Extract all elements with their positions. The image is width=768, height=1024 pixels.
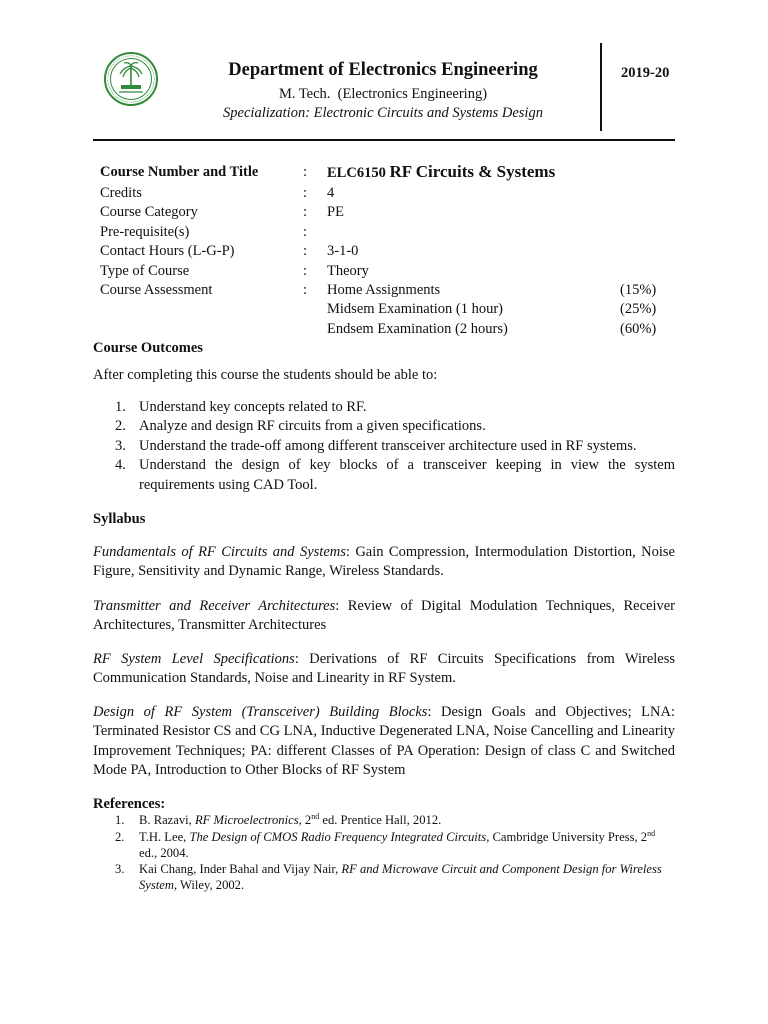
ref-author: T.H. Lee,: [139, 829, 190, 844]
item-number: 1.: [115, 813, 125, 827]
list-item: [93, 398, 675, 417]
ref-sup: nd: [647, 828, 656, 838]
reference-item: [93, 813, 675, 829]
type-label: Type of Course: [100, 262, 190, 279]
item-text: Understand the trade-off among different transceiver architecture used in RF systems.: [139, 437, 637, 454]
header-divider-horizontal: [93, 139, 675, 141]
ref-rest: ed., 2004.: [139, 845, 189, 860]
info-row-assessment: [100, 281, 670, 300]
syllabus-text: : Gain Compression, Intermodulation Distortion, Noise Figure, Sensitivity and Dynamic Range, Wireless Standards.: [93, 544, 675, 580]
outcomes-intro: After completing this course the students should be able to:: [93, 367, 438, 383]
ref-author: Kai Chang, Inder Bahal and Vijay Nair,: [139, 862, 342, 877]
reference-item: [93, 862, 675, 894]
colon: :: [303, 262, 308, 279]
hours-value: 3-1-0: [327, 243, 359, 260]
category-label: Course Category: [100, 204, 198, 221]
ref-edition: Wiley, 2002.: [177, 878, 245, 893]
course-number-label: Course Number and Title: [100, 164, 259, 180]
item-number: 3.: [115, 862, 125, 877]
program-subtitle: M. Tech. (Electronics Engineering): [278, 86, 488, 102]
assessment-item: Endsem Examination (2 hours): [327, 320, 508, 337]
colon: :: [303, 204, 308, 221]
ref-edition: , Cambridge University Press, 2: [486, 829, 648, 844]
item-number: 3.: [115, 437, 126, 454]
syllabus-section: [93, 650, 675, 689]
info-row-title: [100, 160, 670, 184]
syllabus-heading: Syllabus: [93, 511, 146, 527]
course-title: RF Circuits & Systems: [389, 162, 556, 181]
outcomes-heading: Course Outcomes: [93, 340, 203, 356]
syllabus-topic: Design of RF System (Transceiver) Building Blocks: [93, 704, 428, 720]
reference-item: [93, 830, 675, 862]
assessment-label: Course Assessment: [100, 281, 213, 298]
syllabus-text: : Design Goals and Objectives; LNA: Terminated Resistor CS and CG LNA, Inductive Degenerated LNA, Noise Cancelling and Linearity Improvement Techniques; PA: different Classes of PA Operation: Design of class C and Switched Mode PA, Introduction to Other Blocks of RF System: [93, 704, 675, 778]
type-value: Theory: [327, 262, 369, 279]
course-number-value: [327, 160, 555, 185]
category-value: PE: [327, 204, 344, 221]
header-divider-vertical: [600, 43, 602, 131]
info-row-credits: [100, 184, 670, 203]
item-text: Analyze and design RF circuits from a given specifications.: [139, 418, 486, 435]
ref-title: RF Microelectronics: [194, 813, 299, 827]
colon: :: [303, 243, 308, 260]
info-row-category: [100, 203, 670, 222]
assessment-weight: (15%): [620, 281, 657, 298]
syllabus-section: [93, 597, 675, 636]
assessment-item: Midsem Examination (1 hour): [327, 301, 503, 318]
academic-year: 2019-20: [621, 65, 670, 81]
info-row-hours: [100, 242, 670, 261]
references-list: [93, 813, 675, 895]
outcomes-list: [93, 398, 675, 495]
list-item: [93, 417, 675, 436]
hours-label: Contact Hours (L-G-P): [100, 243, 235, 260]
syllabus-text: : Derivations of RF Circuits Specifications from Wireless Communication Standards, Noise and Linearity in RF System.: [93, 651, 675, 687]
syllabus-topic: RF System Level Specifications: [93, 651, 295, 667]
course-code: ELC6150: [327, 165, 386, 181]
colon: :: [303, 223, 308, 240]
specialization-line: Specialization: Electronic Circuits and Systems Design: [223, 105, 543, 121]
syllabus-topic: Fundamentals of RF Circuits and Systems: [93, 544, 346, 560]
ref-rest: ed. Prentice Hall, 2012.: [319, 813, 442, 827]
item-number: 2.: [115, 829, 125, 844]
list-item: [93, 456, 675, 495]
ref-edition: , 2: [298, 813, 312, 827]
item-number: 1.: [115, 399, 126, 415]
syllabus-section: [93, 543, 675, 582]
syllabus-text: : Review of Digital Modulation Techniques, Receiver Architectures, Transmitter Architectures: [93, 598, 675, 634]
assessment-item: Home Assignments: [327, 281, 441, 298]
info-row-prereq: [100, 223, 670, 242]
credits-value: 4: [327, 185, 335, 201]
department-title: Department of Electronics Engineering: [228, 60, 538, 80]
colon: :: [303, 281, 308, 298]
colon: :: [303, 164, 308, 180]
info-row-assessment: [100, 320, 670, 339]
item-number: 2.: [115, 418, 126, 435]
ref-author: B. Razavi,: [139, 813, 195, 827]
colon: :: [303, 185, 308, 201]
assessment-weight: (25%): [620, 301, 657, 318]
course-info-table: [100, 160, 670, 339]
item-text: Understand the design of key blocks of a transceiver keeping in view the system requirements using CAD Tool.: [139, 457, 675, 493]
university-seal-icon: [104, 52, 158, 106]
references-heading: References:: [93, 796, 166, 812]
ref-title: The Design of CMOS Radio Frequency Integrated Circuits: [189, 829, 487, 844]
item-text: Understand key concepts related to RF.: [139, 399, 367, 415]
syllabus-topic: Transmitter and Receiver Architectures: [93, 598, 336, 614]
ref-title: RF and Microwave Circuit and Component Design for Wireless System,: [139, 862, 662, 893]
credits-label: Credits: [100, 185, 142, 201]
item-number: 4.: [115, 457, 126, 474]
syllabus-section: [93, 703, 675, 780]
ref-sup: nd: [311, 811, 320, 821]
info-row-assessment: [100, 300, 670, 319]
assessment-weight: (60%): [620, 320, 657, 337]
list-item: [93, 437, 675, 456]
prereq-label: Pre-requisite(s): [100, 223, 190, 240]
info-row-type: [100, 262, 670, 281]
